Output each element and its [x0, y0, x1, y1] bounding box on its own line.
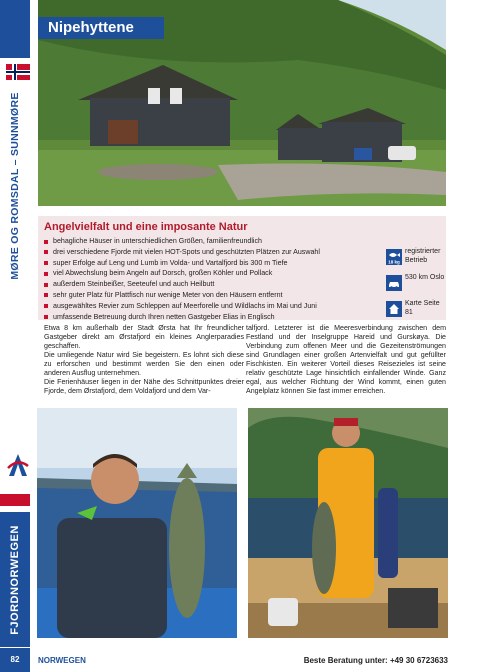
sidebar-top-block — [0, 0, 30, 58]
fact-label: Karte Seite 81 — [405, 300, 440, 316]
fish-scale-icon — [386, 249, 402, 265]
feature-list — [44, 236, 384, 322]
list-item: ausgewähltes Revier zum Schleppen auf Meerforelle und Wildlachs im Mai und Juni — [44, 301, 384, 312]
list-item: sehr guter Platz für Plattfisch nur wenige Meter von den Häusern entfernt — [44, 290, 384, 301]
page-footer — [0, 648, 480, 672]
info-box-title: Angelvielfalt und eine imposante Natur — [44, 221, 248, 233]
photo-fishers-in-boat — [248, 408, 448, 638]
region-label: MØRE OG ROMSDAL – SUNNMØRE — [9, 92, 21, 280]
norway-flag-icon — [6, 64, 30, 80]
footer-country: NORWEGEN — [38, 656, 86, 665]
left-sidebar — [0, 0, 30, 672]
fact-distance — [386, 274, 448, 300]
fact-map — [386, 300, 448, 326]
sidebar-red-marker — [0, 494, 30, 506]
footer-contact: Beste Beratung unter: +49 30 6723633 — [303, 656, 448, 665]
car-icon — [386, 275, 402, 291]
photo-angler-with-fish — [37, 408, 237, 638]
list-item: behagliche Häuser in unterschiedlichen Größen, familienfreundlich — [44, 236, 384, 247]
body-column-1 — [44, 324, 244, 396]
list-item: super Erfolge auf Leng und Lumb im Volda- und Vartalfjord bis 300 m Tiefe — [44, 258, 384, 269]
svg-text:18 kg: 18 kg — [388, 259, 400, 265]
section-tab: FJORDNORWEGEN — [0, 512, 30, 647]
paragraph: talfjord. Letzterer ist die Meeresverbindung zwischen dem Festland und der Inselgruppe Hareid und Gurskøya. Die Verbindung zum offenen Meer und die Gezeitenströmungen sind Grundlagen einer großen Artenvielfalt und gut gefüllter Fischkisten. Ein weiterer Vorteil dieses Reisezieles ist seine relativ geschützte Lage hinsichtlich einfallender Winde. Ganz egal, aus welcher Richtung der Wind kommt, einen guten Angelplatz können Sie fast immer erreichen. — [246, 324, 446, 395]
fact-label: registrierter Betrieb — [405, 248, 441, 264]
page-number: 82 — [0, 648, 30, 672]
paragraph: Etwa 8 km außerhalb der Stadt Ørsta hat Ihr freundlicher Gastgeber direkt am Ørstafjord ein kleines Anglerparadies geschaffen. — [44, 324, 244, 350]
list-item: drei verschiedene Fjorde mit vielen HOT-Spots und geschützten Plätzen zur Auswahl — [44, 247, 384, 258]
fact-label: 530 km Oslo — [405, 274, 445, 281]
list-item: viel Abwechslung beim Angeln auf Dorsch, großen Köhler und Pollack — [44, 268, 384, 279]
facts-panel — [386, 248, 448, 326]
house-map-icon — [386, 301, 402, 317]
body-column-2 — [246, 324, 446, 396]
page-title: Nipehyttene — [38, 17, 164, 39]
list-item: außerdem Steinbeißer, Seeteufel und auch Heilbutt — [44, 279, 384, 290]
fact-registered — [386, 248, 448, 274]
brand-logo-icon — [6, 452, 30, 480]
paragraph: Die umliegende Natur wird Sie begeistern. Es lohnt sich diese zu erforschen und bestimmt werden Sie den einen oder anderen Ausflug unternehmen. — [44, 351, 244, 377]
paragraph: Die Ferienhäuser liegen in der Nähe des Schnittpunktes dreier Fjorde, dem Ørstafjord, dem Voldafjord und dem Var- — [44, 378, 244, 395]
list-item: umfassende Betreuung durch Ihren netten Gastgeber Elias in Englisch — [44, 312, 384, 323]
